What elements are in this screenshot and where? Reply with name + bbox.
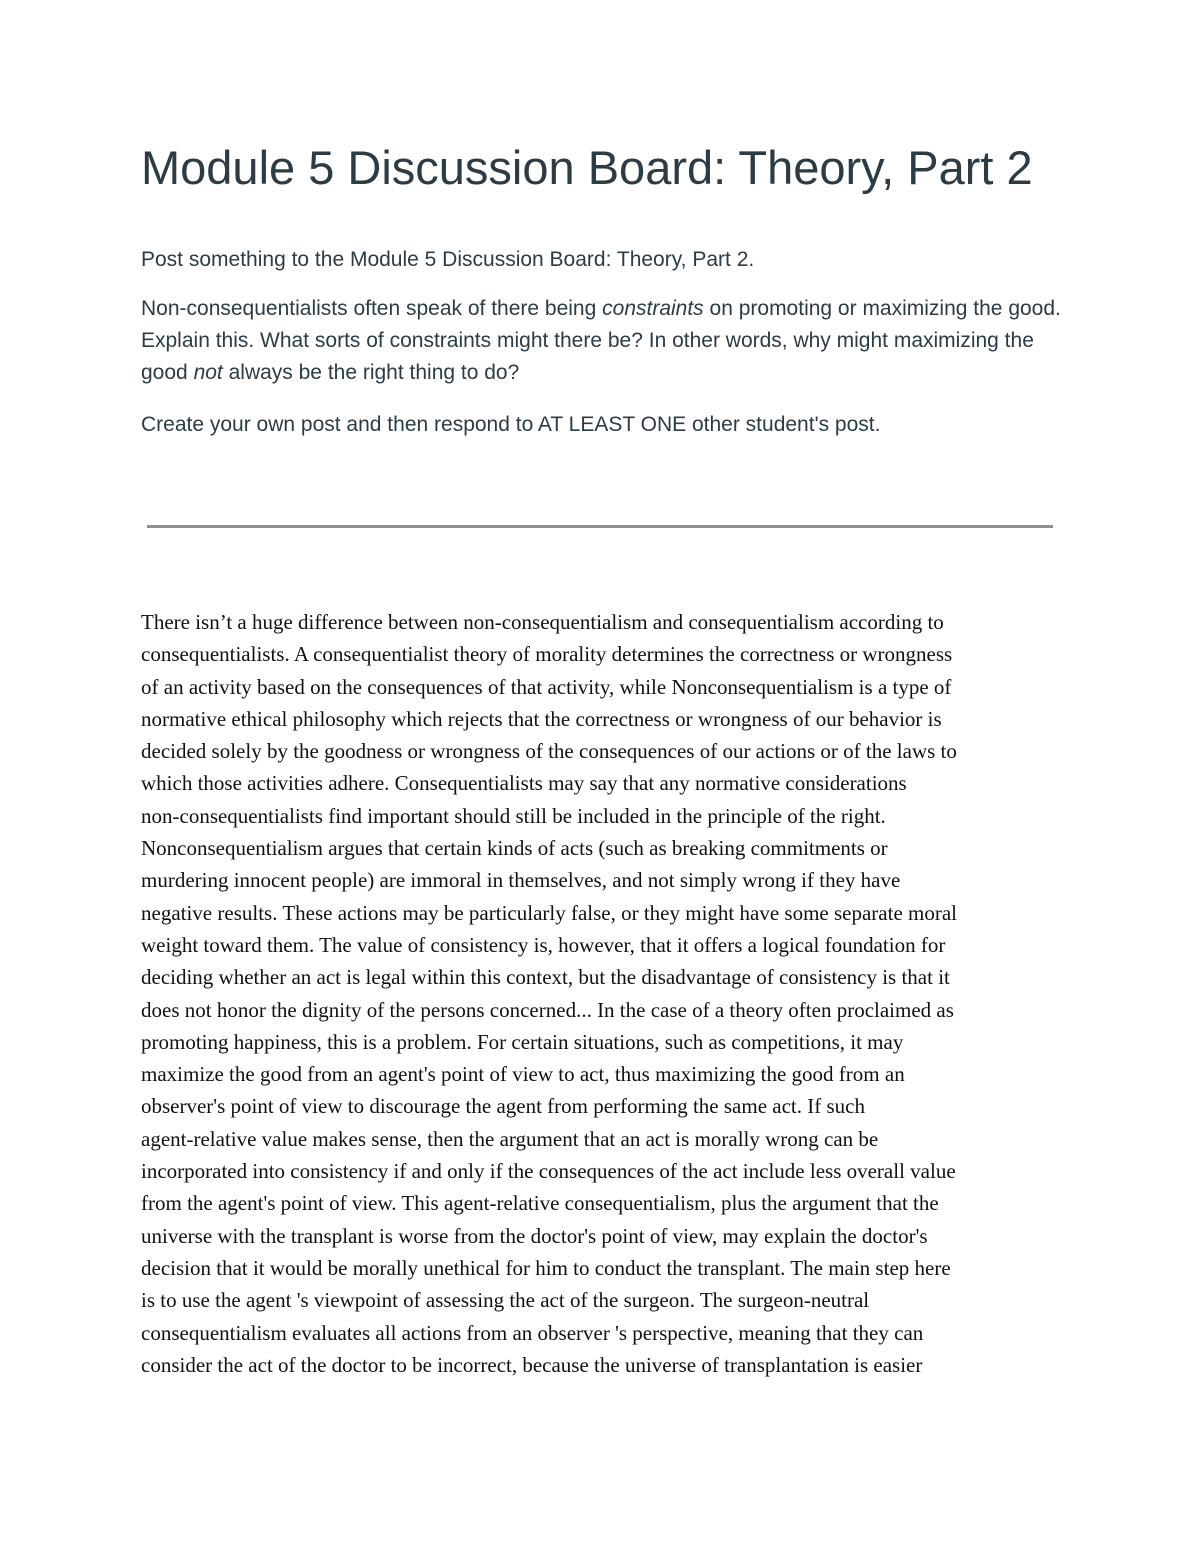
response-line: murdering innocent people) are immoral in themselves, and not simply wrong if they have <box>141 868 901 893</box>
response-line: agent-relative value makes sense, then the argument that an act is morally wrong can be <box>141 1126 879 1151</box>
prompt-question-text: on promoting or maximizing the good. Explain this. What sorts of constraints might there be? In other words, why might maximizing the good <box>141 297 1061 384</box>
horizontal-divider <box>147 525 1053 528</box>
response-line: universe with the transplant is worse from the doctor's point of view, may explain the doctor's <box>141 1223 928 1248</box>
response-line: which those activities adhere. Consequentialists may say that any normative considerations <box>141 771 907 796</box>
prompt-intro: Post something to the Module 5 Discussion Board: Theory, Part 2. <box>141 248 755 271</box>
response-line: is to use the agent 's viewpoint of assessing the act of the surgeon. The surgeon-neutral <box>141 1288 870 1313</box>
response-line: deciding whether an act is legal within this context, but the disadvantage of consistency is that it <box>141 965 950 990</box>
response-line: observer's point of view to discourage the agent from performing the same act. If such <box>141 1094 865 1119</box>
prompt-question-text: Non-consequentialists often speak of there being <box>141 297 603 320</box>
response-line: incorporated into consistency if and only if the consequences of the act include less overall value <box>141 1159 956 1184</box>
response-line: promoting happiness, this is a problem. For certain situations, such as competitions, it may <box>141 1029 904 1054</box>
page-title: Module 5 Discussion Board: Theory, Part 2 <box>141 141 1033 194</box>
response-line: decided solely by the goodness or wrongness of the consequences of our actions or of the laws to <box>141 739 957 764</box>
response-line: from the agent's point of view. This agent-relative consequentialism, plus the argument that the <box>141 1191 939 1216</box>
response-line: normative ethical philosophy which rejects that the correctness or wrongness of our behavior is <box>141 706 942 731</box>
response-line: consequentialists. A consequentialist theory of morality determines the correctness or wrongness <box>141 642 953 667</box>
prompt-question-emphasis: constraints <box>602 297 704 320</box>
response-line: non-consequentialists find important should still be included in the principle of the right. <box>141 803 886 828</box>
response-line: There isn’t a huge difference between non-consequentialism and consequentialism according to <box>141 610 944 634</box>
prompt-question-text: always be the right thing to do? <box>222 361 520 384</box>
response-line: consequentialism evaluates all actions from an observer 's perspective, meaning that they can <box>141 1320 924 1345</box>
response-line: consider the act of the doctor to be incorrect, because the universe of transplantation is easier <box>141 1352 923 1377</box>
response-line: Nonconsequentialism argues that certain kinds of acts (such as breaking commitments or <box>141 836 888 861</box>
response-line: decision that it would be morally unethical for him to conduct the transplant. The main step here <box>141 1255 951 1280</box>
response-line: negative results. These actions may be particularly false, or they might have some separate moral <box>141 900 957 925</box>
prompt-question <box>141 293 1071 389</box>
response-line: does not honor the dignity of the persons concerned... In the case of a theory often proclaimed as <box>141 997 954 1022</box>
prompt-instruction: Create your own post and then respond to AT LEAST ONE other student's post. <box>141 413 881 436</box>
response-line: maximize the good from an agent's point of view to act, thus maximizing the good from an <box>141 1062 905 1087</box>
response-body <box>141 606 1066 1381</box>
response-line: of an activity based on the consequences of that activity, while Nonconsequentialism is a type of <box>141 674 952 699</box>
prompt-question-emphasis: not <box>193 361 223 384</box>
response-line: weight toward them. The value of consistency is, however, that it offers a logical foundation for <box>141 932 946 957</box>
